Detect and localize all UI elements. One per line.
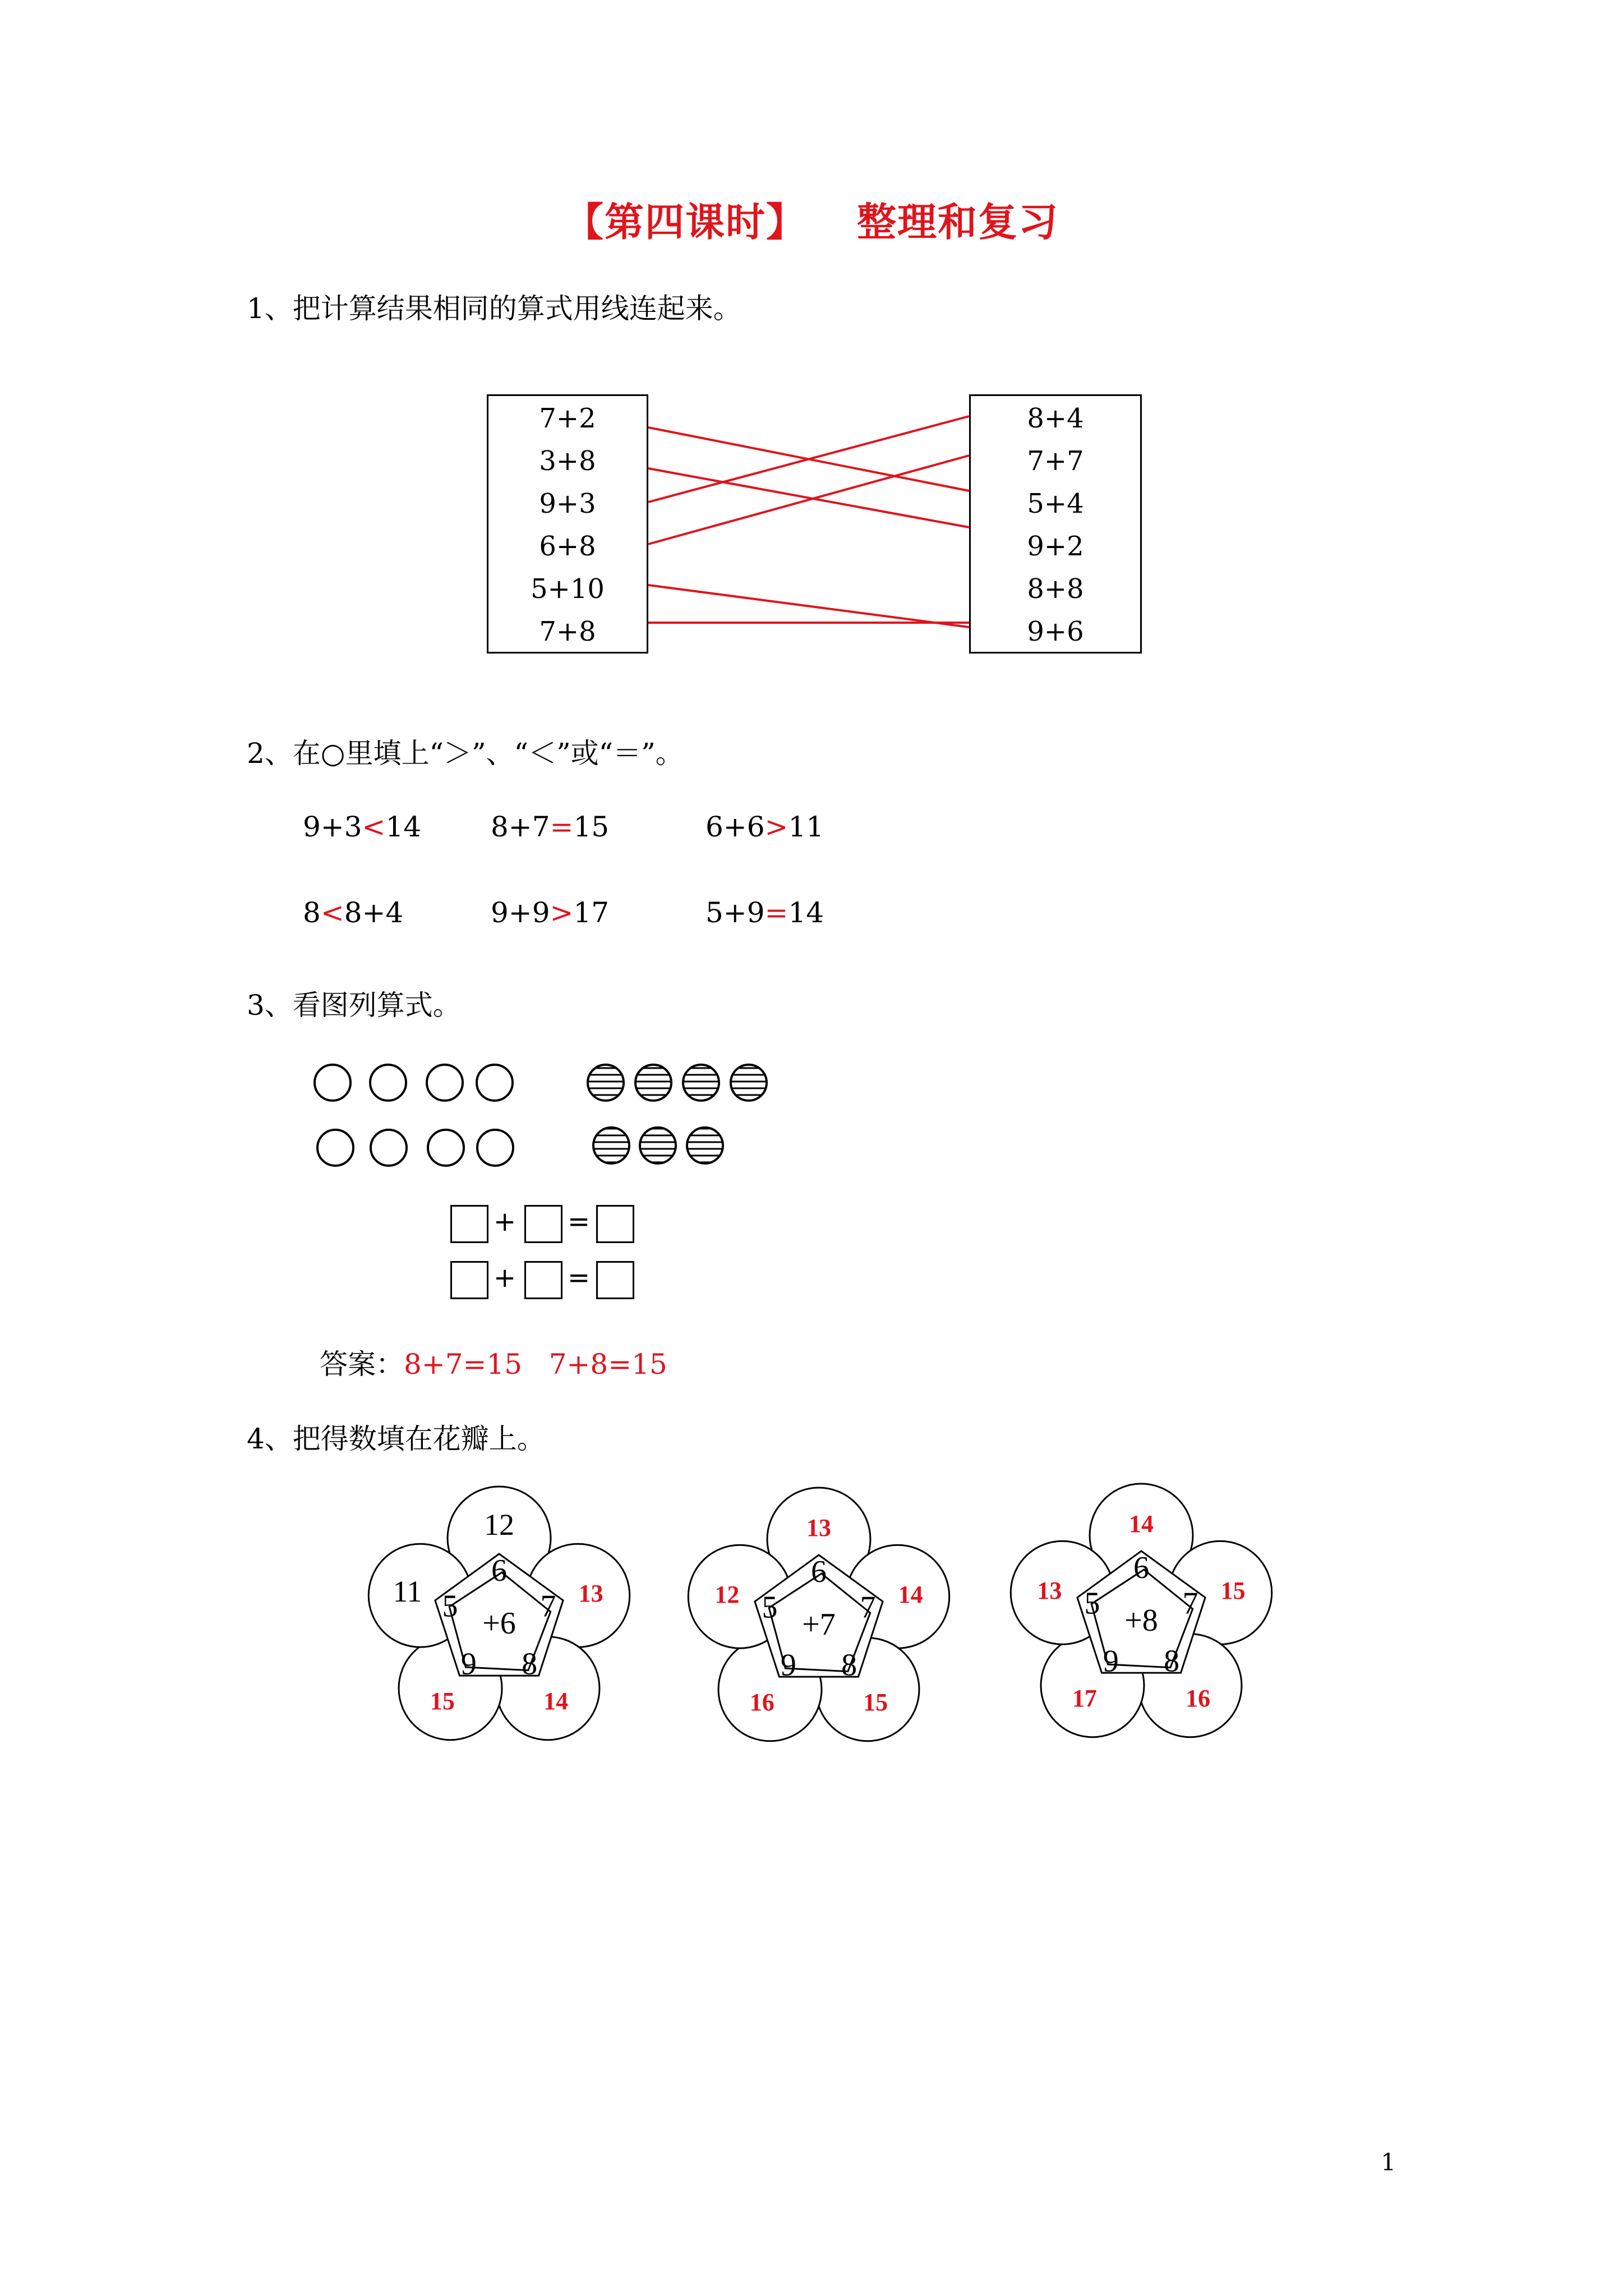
flower-addend: 6 (1133, 1550, 1149, 1585)
compare-sign: < (362, 811, 386, 843)
answer-box[interactable] (524, 1261, 562, 1299)
compare-left: 8 (303, 896, 321, 929)
flower-addend: 9 (780, 1648, 796, 1683)
right-expression: 5+4 (1027, 488, 1084, 519)
match-line (648, 585, 969, 627)
petal-answer: 12 (484, 1508, 514, 1542)
match-line (648, 455, 969, 544)
shaded-circle (683, 1065, 719, 1101)
page-number: 1 (1381, 2148, 1396, 2176)
compare-item (491, 811, 609, 843)
right-expression: 9+2 (1027, 531, 1084, 562)
petal-answer: 13 (578, 1579, 603, 1607)
left-expression: 3+8 (539, 445, 596, 477)
flower-addend: 9 (460, 1646, 477, 1682)
compare-left: 9+3 (303, 811, 362, 843)
compare-right: 14 (385, 811, 422, 843)
compare-left: 8+7 (491, 811, 550, 843)
answer-box[interactable] (450, 1261, 488, 1299)
plus-sign: + (494, 1206, 517, 1237)
flower-addend: 5 (1084, 1586, 1100, 1621)
petal-answer: 12 (714, 1580, 740, 1608)
petal-answer: 13 (1037, 1576, 1062, 1604)
plus-sign: + (494, 1262, 517, 1294)
shaded-circle (640, 1128, 676, 1163)
petal-answer: 13 (806, 1514, 831, 1542)
compare-right: 11 (788, 811, 824, 843)
petal-answer: 14 (898, 1580, 923, 1608)
compare-left: 5+9 (706, 896, 765, 929)
compare-right: 8+4 (344, 896, 404, 929)
flower-center: +7 (802, 1607, 836, 1642)
circles-picture (280, 1038, 841, 1184)
right-expression: 8+8 (1027, 573, 1084, 605)
answer-line (320, 1342, 667, 1382)
compare-sign: < (320, 896, 344, 929)
shaded-circle (593, 1128, 629, 1163)
shaded-circle (635, 1065, 671, 1101)
flower-addend: 5 (762, 1590, 778, 1625)
petal-answer: 14 (543, 1687, 569, 1715)
left-expression: 7+2 (539, 403, 596, 434)
answer-box[interactable] (524, 1205, 562, 1243)
matching-lines (0, 0, 1623, 673)
compare-sign: > (550, 896, 574, 929)
compare-right: 17 (573, 896, 610, 929)
compare-item (706, 896, 824, 929)
petal-answer: 15 (863, 1688, 888, 1717)
flower-addend: 7 (1182, 1586, 1198, 1621)
right-expression: 9+6 (1027, 616, 1084, 647)
flower-addend: 5 (442, 1589, 458, 1624)
title-topic: 整理和复习 (857, 199, 1059, 245)
petal-answer: 16 (749, 1688, 774, 1717)
answer-text: 8+7=15 7+8=15 (404, 1348, 667, 1381)
compare-sign: = (764, 896, 789, 929)
compare-left: 9+9 (491, 896, 550, 929)
flower-addend: 8 (841, 1648, 857, 1683)
right-expression: 7+7 (1027, 445, 1084, 477)
compare-item (706, 811, 824, 843)
flower-center: +6 (482, 1606, 516, 1641)
empty-circle (371, 1130, 407, 1166)
shaded-circle (731, 1065, 767, 1101)
petal-answer: 15 (1220, 1576, 1246, 1604)
flower-addend: 6 (491, 1553, 507, 1588)
flowers-figure (0, 1458, 1623, 1823)
flower-center: +8 (1124, 1603, 1158, 1638)
flower-addend: 8 (522, 1646, 538, 1682)
compare-item (303, 896, 403, 929)
flower-addend: 7 (540, 1589, 556, 1624)
left-expression: 6+8 (539, 531, 596, 562)
flower-addend: 7 (860, 1590, 876, 1625)
empty-circle (477, 1065, 513, 1101)
empty-circle (427, 1065, 463, 1101)
shaded-circle (687, 1128, 723, 1163)
empty-circle (315, 1065, 351, 1101)
left-expression: 5+10 (531, 573, 605, 605)
answer-box[interactable] (596, 1261, 634, 1299)
petal-answer: 15 (430, 1687, 455, 1715)
question-3-prompt: 3、看图列算式。 (247, 989, 461, 1022)
flower-addend: 6 (811, 1554, 827, 1589)
left-expression: 7+8 (539, 616, 596, 647)
compare-right: 14 (788, 896, 824, 929)
compare-item (491, 896, 609, 929)
compare-sign: = (550, 811, 574, 843)
compare-left: 6+6 (706, 811, 765, 843)
petal-answer: 16 (1186, 1685, 1211, 1713)
petal-answer: 14 (1129, 1510, 1154, 1538)
empty-circle (370, 1065, 406, 1101)
shaded-circle (588, 1065, 624, 1101)
question-1-prompt: 1、把计算结果相同的算式用线连起来。 (247, 292, 741, 325)
question-4-prompt: 4、把得数填在花瓣上。 (247, 1423, 545, 1455)
answer-label: 答案： (320, 1348, 404, 1381)
answer-box[interactable] (450, 1205, 488, 1243)
equals-sign: = (568, 1262, 591, 1294)
flower-addend: 8 (1164, 1644, 1180, 1679)
right-expression: 8+4 (1027, 403, 1084, 434)
match-line (648, 416, 969, 502)
compare-right: 15 (573, 811, 610, 843)
answer-box[interactable] (596, 1205, 634, 1243)
empty-circle (477, 1130, 513, 1166)
petal-answer: 17 (1072, 1685, 1097, 1713)
empty-circle (428, 1130, 464, 1166)
left-expression: 9+3 (539, 488, 596, 519)
petal-answer: 11 (393, 1574, 422, 1608)
equals-sign: = (568, 1206, 591, 1237)
empty-circle (317, 1130, 353, 1166)
title-lesson: 【第四课时】 (564, 199, 806, 245)
compare-item (303, 811, 421, 843)
question-2-prompt: 2、在○里填上“＞”、“＜”或“＝”。 (247, 737, 684, 770)
flower-addend: 9 (1103, 1644, 1119, 1679)
match-line (648, 468, 969, 527)
compare-sign: > (764, 811, 789, 843)
